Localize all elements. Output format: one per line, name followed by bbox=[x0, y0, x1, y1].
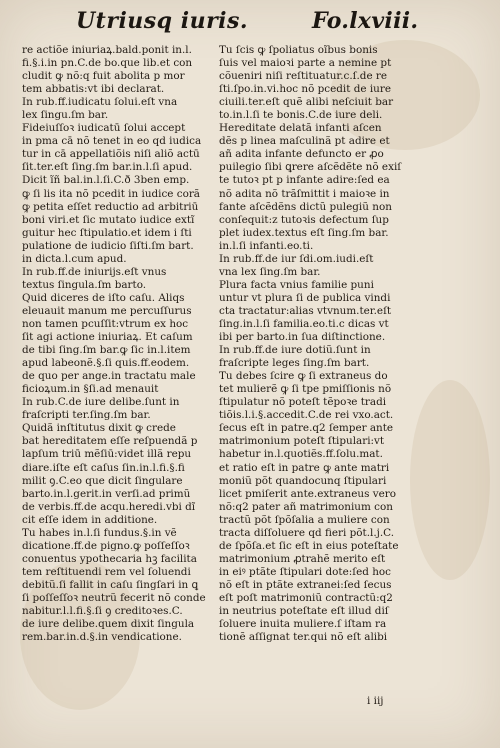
text-line: vna lex ſing.ſm bar. bbox=[219, 265, 321, 278]
text-line: ſi poſſeſſoꝛ neutrũ fecerit nõ conde bbox=[22, 591, 206, 604]
text-line: ſecus eſt in patre.q2 ſemper ante bbox=[219, 422, 394, 435]
text-line: dicatione.ff.de pigno.ꝙ poſſeſſoꝛ bbox=[22, 539, 190, 552]
text-line: Quidã inſtitutus dixit ꝙ crede bbox=[22, 422, 176, 435]
text-line: ꝙ petita eſſet reductio ad arbitriū bbox=[22, 200, 199, 213]
text-line: de ſpõſa.et ſic eſt in eius poteſtate bbox=[219, 539, 399, 552]
text-line: lex ſingu.ſm bar. bbox=[22, 109, 109, 122]
text-line: licet pmiſerit ante.extraneus vero bbox=[219, 487, 396, 500]
text-line: dẽs p linea maſculinã pt adire et bbox=[219, 135, 390, 148]
text-line: ficioꝝum.in §ſi.ad menauit bbox=[22, 383, 159, 396]
text-line: In rub.ff.de iure dotiũ.ſunt in bbox=[219, 344, 371, 357]
text-line: lapſum triū mẽſiū:videt illã repu bbox=[22, 448, 192, 461]
folio-number: Fo.lxviii. bbox=[312, 8, 419, 34]
text-line: ſti.ſpo.in.vi.hoc nõ pcedit de iure bbox=[219, 83, 391, 96]
text-line: habetur in.l.quotiẽs.ff.ſolu.mat. bbox=[219, 448, 383, 461]
text-line: in pma cā nõ tenet in eo qd iudica bbox=[22, 135, 202, 148]
page-header bbox=[0, 8, 500, 44]
text-line: de iure delibe.quem dixit ſingula bbox=[22, 618, 195, 631]
text-line: tur in cā appellatiõis niſi aliõ actū bbox=[22, 148, 200, 161]
text-line: matrimonium ꝓtrahẽ merito eſt bbox=[219, 552, 386, 565]
text-line: matrimonium poteſt ſtipulari:vt bbox=[219, 435, 385, 448]
text-line: In rub.ff.de iur ſdi.om.iudi.eſt bbox=[219, 252, 374, 265]
text-line: Tu debes ſcire ꝙ ſi extraneus do bbox=[219, 370, 388, 383]
text-line: moniũ põt quandocunq ſtipulari bbox=[219, 474, 387, 487]
text-line: bat hereditatem eſſe reſpuendã p bbox=[22, 435, 198, 448]
text-line: ꝙ ſi lis ita nõ pcedit in iudice corã bbox=[22, 187, 200, 200]
text-line: ſing.in.l.ſi familia.eo.ti.c dicas vt bbox=[219, 317, 389, 330]
text-line: Tu habes in.l.ſi fundus.§.in vẽ bbox=[22, 526, 177, 539]
text-line: Fideiuſſoꝛ iudicatū ſolui accept bbox=[22, 122, 186, 135]
text-line: fante aſcẽdẽns dictũ pulegiũ non bbox=[219, 200, 392, 213]
text-line: In rub.C.de iure delibe.ſunt in bbox=[22, 396, 180, 409]
text-line: ſoluere inuita muliere.ſ iſtam ra bbox=[219, 618, 387, 631]
text-line: fraſcripte leges ſing.ſm bart. bbox=[219, 357, 370, 370]
text-line: cludit ꝙ nõ:q fuit abolita p mor bbox=[22, 70, 185, 83]
text-line: tionẽ aſſignat ter.qui nõ eſt alibi bbox=[219, 631, 388, 644]
text-line: fraſcripti ter.ſing.ſm bar. bbox=[22, 409, 151, 422]
text-line: guitur hec ſtipulatio.et idem i ſti bbox=[22, 226, 192, 239]
text-line: tiõis.l.i.§.accedit.C.de rei vxo.act. bbox=[219, 409, 394, 422]
text-line: in neutrius poteſtate eſt illud diſ bbox=[219, 605, 389, 618]
text-line: conuentus ypothecaria hꝫ facilita bbox=[22, 552, 197, 565]
signature-mark: i iij bbox=[367, 695, 384, 707]
text-line: debitũ.ſi fallit in caſu ſingſari in ꝗ bbox=[22, 578, 199, 591]
text-line: In rub.ff.iudicatu ſolui.eſt vna bbox=[22, 96, 178, 109]
text-line: apud labeonẽ.§.ſi quis.ff.eodem. bbox=[22, 357, 190, 370]
text-line: in dicta.l.cum apud. bbox=[22, 252, 127, 265]
text-line: et ratio eſt in patre ꝙ ante matri bbox=[219, 461, 390, 474]
text-line: in.l.ſi infanti.eo.ti. bbox=[219, 239, 314, 252]
text-line: boni viri.et ſic mutato iudice extĩ bbox=[22, 213, 195, 226]
text-line: de verbis.ff.de acqu.heredi.vbi dĩ bbox=[22, 500, 196, 513]
text-line: ibi per barto.in ſua diſtinctione. bbox=[219, 331, 386, 344]
text-line: nõ adita nõ trãſmittit i maioꝛe in bbox=[219, 187, 390, 200]
text-line: cit eſſe idem in additione. bbox=[22, 513, 158, 526]
text-line: eſt poſt matrimoniũ contractũ:q2 bbox=[219, 591, 393, 604]
text-line: ciuili.ter.eſt quẽ alibi neſciuit bar bbox=[219, 96, 394, 109]
text-line: te tutoꝛ pt p infante adire:ſed ea bbox=[219, 174, 390, 187]
text-line: ſit.ter.eſt ſing.ſm bar.in.l.ſi apud. bbox=[22, 161, 193, 174]
text-line: Quid diceres de iſto caſu. Aliqs bbox=[22, 291, 185, 304]
text-line: in eiꝰ ptãte ſtipulari dote:ſed hoc bbox=[219, 565, 391, 578]
text-line: Dicit ĩñ bal.in.l.ſi.C.ð 3ben emp. bbox=[22, 174, 190, 187]
text-line: textus ſingula.ſm barto. bbox=[22, 278, 147, 291]
text-line: nabitur.l.l.fi.§.ſi ꝯ creditoꝛes.C. bbox=[22, 605, 183, 618]
text-line: tracta diſſoluere qd fieri põt.l.j.C. bbox=[219, 526, 395, 539]
text-line: non tamen pcuſſit:vtrum ex hoc bbox=[22, 317, 189, 330]
text-line: cta tractatur:alias vtvnum.ter.eſt bbox=[219, 304, 392, 317]
text-line: tem abbatis:vt ibi declarat. bbox=[22, 83, 165, 96]
text-line: untur vt plura ſi de publica vindi bbox=[219, 291, 391, 304]
text-line: de tibi ſing.ſm bar.ꝙ ſic in.l.item bbox=[22, 344, 191, 357]
text-line: nõ eſt in ptãte extranei:ſed ſecus bbox=[219, 578, 392, 591]
text-line: nõ:q2 pater añ matrimonium con bbox=[219, 500, 393, 513]
text-line: de quo per ange.in tractatu male bbox=[22, 370, 196, 383]
text-line: plet iudex.textus eſt ſing.ſm bar. bbox=[219, 226, 389, 239]
text-line: rem.bar.in.d.§.in vendicatione. bbox=[22, 631, 182, 644]
text-line: tractũ põt ſpõſalia a muliere con bbox=[219, 513, 390, 526]
text-line: conſequit:z tutoꝛis defectum ſup bbox=[219, 213, 389, 226]
text-line: añ adita infante defuncto er ꝓo bbox=[219, 148, 384, 161]
text-line: diare.iſte eſt caſus ſin.in.l.fi.§.fi bbox=[22, 461, 185, 474]
text-line: re actiõe iniuriaꝝ.bald.ponit in.l. bbox=[22, 44, 192, 56]
text-line: barto.in.l.gerit.in verſi.ad primũ bbox=[22, 487, 191, 500]
text-line: In rub.ff.de iniurijs.eſt vnus bbox=[22, 265, 167, 278]
text-line: cõueniri niſi reſtituatur.c.ſ.de re bbox=[219, 70, 388, 83]
text-line: ſuis vel maioꝛi parte a nemine pt bbox=[219, 57, 392, 70]
text-line: milit ꝯ.C.eo que dicit ſingulare bbox=[22, 474, 183, 487]
text-line: tem reſtituendi rem vel ſoluendi bbox=[22, 565, 191, 578]
text-line: tet mulierẽ ꝙ ſi tpe pmiſſionis nõ bbox=[219, 383, 392, 396]
text-line: Hereditate delatã infanti aſcen bbox=[219, 122, 382, 135]
right-column bbox=[219, 44, 419, 644]
text-line: to.in.l.ſi te bonis.C.de iure deli. bbox=[219, 109, 383, 122]
text-line: ſit agi actione iniuriaꝝ. Et caſum bbox=[22, 331, 193, 344]
text-line: puilegio ſibi ꝗrere aſcẽdẽte nõ exiſ bbox=[219, 161, 402, 174]
left-column bbox=[22, 44, 210, 644]
text-line: Tu ſcis ꝙ ſpoliatus oĩbus bonis bbox=[219, 44, 378, 56]
text-line: eleuauit manum me percuſſurus bbox=[22, 304, 192, 317]
text-line: pulatione de iudicio ſiſti.ſm bart. bbox=[22, 239, 194, 252]
running-head: Utriusq iuris. bbox=[76, 8, 249, 34]
text-line: ſtipulatur nõ poteſt tẽpoꝛe tradi bbox=[219, 396, 387, 409]
text-line: Plura facta vnius familie puni bbox=[219, 278, 374, 291]
text-line: fi.§.i.in pn.C.de bo.que lib.et con bbox=[22, 57, 193, 70]
